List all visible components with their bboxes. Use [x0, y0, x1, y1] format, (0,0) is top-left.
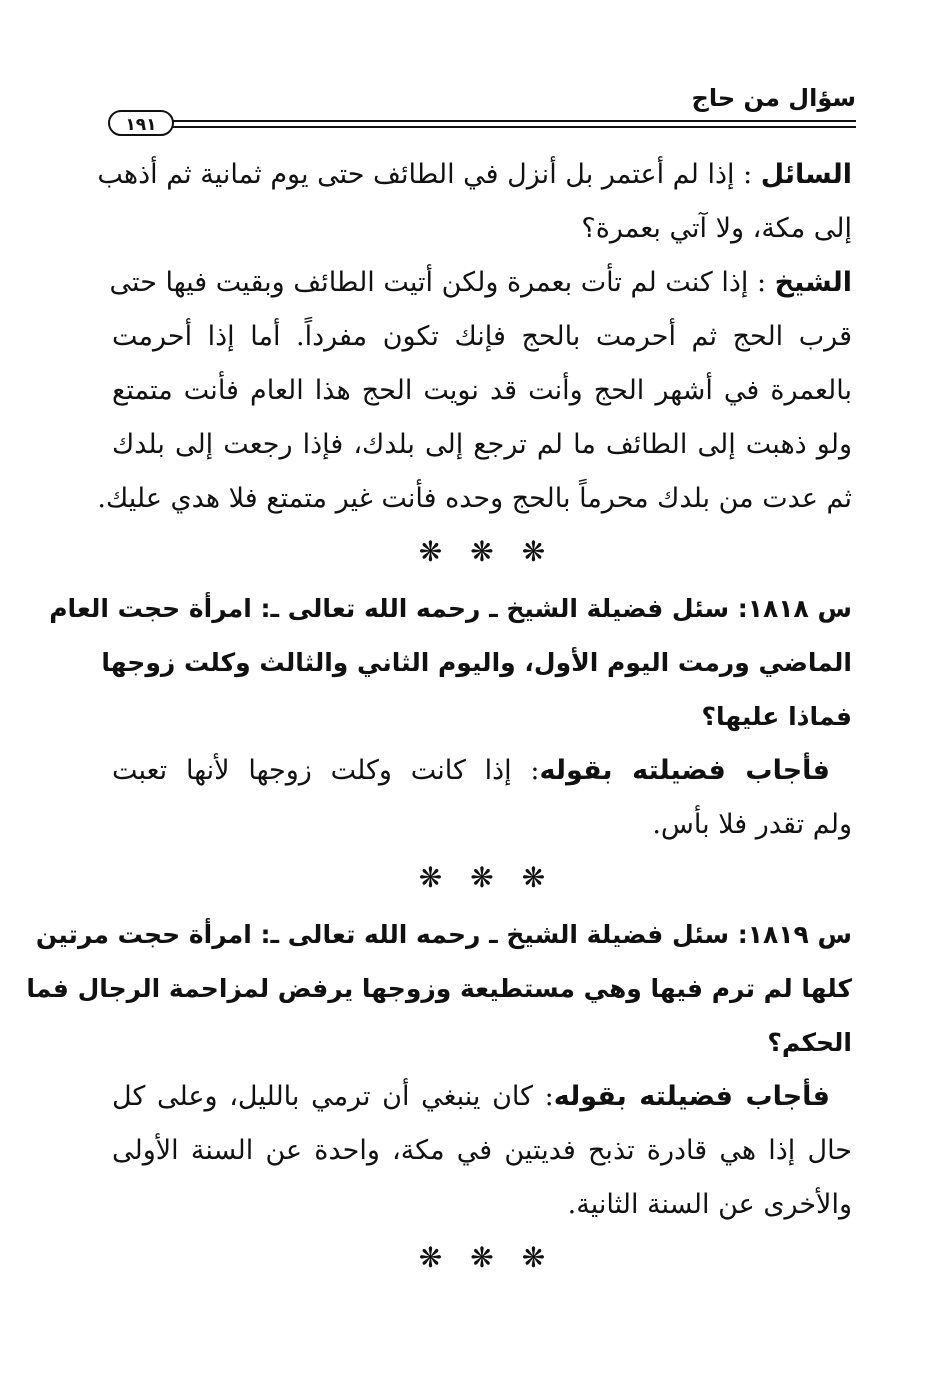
answer-label: فأجاب فضيلته بقوله	[553, 1081, 830, 1112]
text-line	[109, 256, 852, 310]
section-separator	[112, 852, 852, 908]
line-text: حال إذا هي قادرة تذبح فديتين في مكة، واحدة عن السنة الأولى	[112, 1135, 852, 1166]
text-line	[112, 364, 852, 418]
line-text: ولم تقدر فلا بأس.	[652, 809, 852, 840]
page-body	[26, 148, 852, 1288]
line-text: : إذا كنت لم تأت بعمرة ولكن أتيت الطائف وبقيت فيها حتى	[109, 267, 775, 298]
header-rule-top	[166, 120, 856, 122]
asterism-icon: ❋	[521, 861, 546, 894]
line-text: بالعمرة في أشهر الحج وأنت قد نويت الحج هذا العام فأنت متمتع	[112, 375, 852, 406]
line-text: قرب الحج ثم أحرمت بالحج فإنك تكون مفرداً. أما إذا أحرمت	[112, 321, 852, 352]
asterism-icon: ❋	[521, 1241, 546, 1274]
section-separator	[112, 526, 852, 582]
sheikh-paragraph	[97, 256, 852, 526]
text-line	[97, 472, 852, 526]
answer-label: فأجاب فضيلته بقوله	[539, 755, 830, 786]
asterism-icon: ❋	[470, 535, 494, 568]
running-header	[108, 84, 856, 140]
asterism-icon: ❋	[418, 861, 443, 894]
question-1819	[26, 908, 852, 1070]
text-line	[112, 310, 852, 364]
text-line	[112, 202, 852, 256]
question-line: فماذا عليها؟	[701, 702, 852, 731]
line-text: : كان ينبغي أن ترمي بالليل، وعلى كل	[112, 1081, 554, 1112]
chapter-title: سؤال من حاج	[691, 84, 856, 112]
line-text: إلى مكة، ولا آتي بعمرة؟	[581, 213, 852, 244]
questioner-paragraph	[97, 148, 852, 256]
text-line	[97, 148, 852, 202]
question-1818	[49, 582, 852, 744]
text-line	[112, 1178, 852, 1232]
question-line: س ١٨١٨: سئل فضيلة الشيخ ـ رحمه الله تعالى ـ: امرأة حجت العام	[49, 594, 852, 623]
section-separator	[112, 1232, 852, 1288]
question-line: س ١٨١٩: سئل فضيلة الشيخ ـ رحمه الله تعالى ـ: امرأة حجت مرتين	[35, 920, 852, 949]
answer-1818	[112, 744, 852, 852]
speaker-label: السائل	[760, 159, 852, 190]
question-line: كلها لم ترم فيها وهي مستطيعة وزوجها يرفض لمزاحمة الرجال فما	[26, 974, 852, 1003]
asterism-icon: ❋	[521, 535, 546, 568]
text-line	[112, 744, 852, 798]
line-text: : إذا لم أعتمر بل أنزل في الطائف حتى يوم ثمانية ثم أذهب	[97, 159, 761, 190]
header-rule-bottom	[166, 126, 856, 128]
line-text: ثم عدت من بلدك محرماً بالحج وحده فأنت غير متمتع فلا هدي عليك.	[97, 483, 852, 514]
page-number: ١٩١	[108, 110, 174, 136]
text-line	[112, 1070, 852, 1124]
text-line	[112, 418, 852, 472]
asterism-icon: ❋	[470, 861, 494, 894]
line-text: والأخرى عن السنة الثانية.	[567, 1189, 852, 1220]
asterism-icon: ❋	[470, 1241, 494, 1274]
text-line	[112, 798, 852, 852]
asterism-icon: ❋	[418, 535, 443, 568]
answer-1819	[112, 1070, 852, 1232]
text-line	[112, 1124, 852, 1178]
line-text: ولو ذهبت إلى الطائف ما لم ترجع إلى بلدك، فإذا رجعت إلى بلدك	[112, 429, 852, 460]
speaker-label: الشيخ	[774, 267, 852, 298]
line-text: : إذا كانت وكلت زوجها لأنها تعبت	[112, 755, 540, 786]
asterism-icon: ❋	[418, 1241, 443, 1274]
question-line: الحكم؟	[767, 1028, 852, 1057]
question-line: الماضي ورمت اليوم الأول، واليوم الثاني والثالث وكلت زوجها	[101, 648, 852, 677]
